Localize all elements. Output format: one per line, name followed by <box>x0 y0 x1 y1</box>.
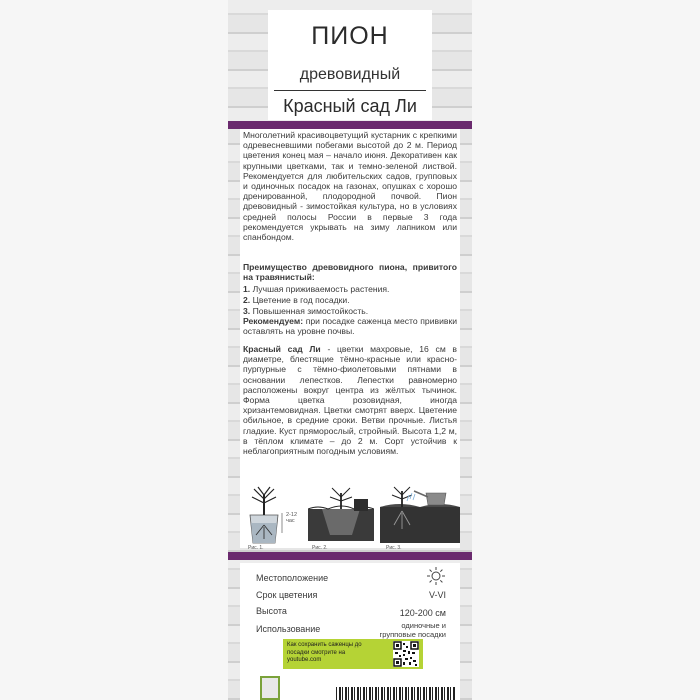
figure-2 <box>308 485 374 553</box>
header-panel <box>268 10 432 120</box>
figure-caption: Рис. 1. <box>248 545 264 551</box>
figure-1 <box>244 485 304 553</box>
title-divider <box>274 90 426 91</box>
spec-bloom-label: Срок цветения <box>256 590 318 600</box>
spec-usage-value: одиночные и групповые посадки <box>379 621 446 639</box>
figure-caption: Рис. 2. <box>312 545 328 551</box>
spec-bloom-value: V-VI <box>428 590 446 600</box>
figure-3 <box>380 485 460 553</box>
accent-band-bottom <box>228 552 472 560</box>
product-title: ПИОН <box>311 22 389 50</box>
advantage-item: 2. Цветение в год посадки. <box>243 295 350 305</box>
watering-illustration <box>380 485 460 553</box>
advantage-item: 3. Повышенная зимостойкость. <box>243 306 369 316</box>
qr-code-icon[interactable] <box>393 641 419 667</box>
soak-time-label: 2-12 час <box>286 512 298 524</box>
specs-panel <box>240 563 460 700</box>
spec-usage-label: Использование <box>256 624 321 634</box>
advantages-heading: Преимущество древовидного пиона, привитого на травянистый: <box>243 262 457 283</box>
spec-height-value: 120-200 см <box>399 608 446 618</box>
product-subtitle: древовидный <box>299 66 401 83</box>
intro-text: Многолетний красивоцветущий кустарник с крепкими одревесневшими побегами высотой до 2 м. Период цветения конец мая – начало июня. Декоративен как крупными цветками, так и темно-зеленой листвой. Рекомендуется для любительских садов, групповых и одиночных посадок на газонах, опушках с хорошо дренированной, плодородной почвой. Пион древовидный - зимостойкая культура, но в условиях средней полосы России в первые 3 года рекомендуется укрывать на зиму лапником или спанбондом. <box>243 130 457 243</box>
video-promo-banner[interactable] <box>283 639 423 669</box>
recommend-text: Рекомендуем: при посадке саженца место прививки оставлять на уровне почвы. <box>243 316 458 337</box>
planting-hole-illustration <box>308 485 374 553</box>
figure-caption: Рис. 3. <box>386 545 402 551</box>
barcode <box>336 687 456 700</box>
advantage-item: 1. Лучшая приживаемость растения. <box>243 284 390 294</box>
spec-location-label: Местоположение <box>256 573 329 583</box>
sun-icon <box>426 566 446 588</box>
brand-logo <box>260 676 280 700</box>
promo-text: Как сохранить саженцы до посадки смотрите на youtube.com <box>287 642 362 663</box>
variety-description: Красный сад Ли - цветки махровые, 16 см в диаметре, блестящие тёмно-красные или красно-пурпурные с тёмно-фиолетовыми пятнами в основании лепестков. Лепестки равномерно расположены вокруг центра из жёлтых тычинок. Форма цветка розовидная, иногда хризантемовидная. Цветки смотрят вверх. Цветение обильное, в средние сроки. Ветви прочные. Листья гладкие. Куст пряморослый, стройный. Высота 1,2 м, в тёплом климате – до 2 м. Сорт устойчив к неблагоприятным погодным условиям. <box>243 344 458 457</box>
spec-height-label: Высота <box>256 606 287 616</box>
variety-name: Красный сад Ли <box>283 96 417 116</box>
accent-band-top <box>228 121 472 129</box>
